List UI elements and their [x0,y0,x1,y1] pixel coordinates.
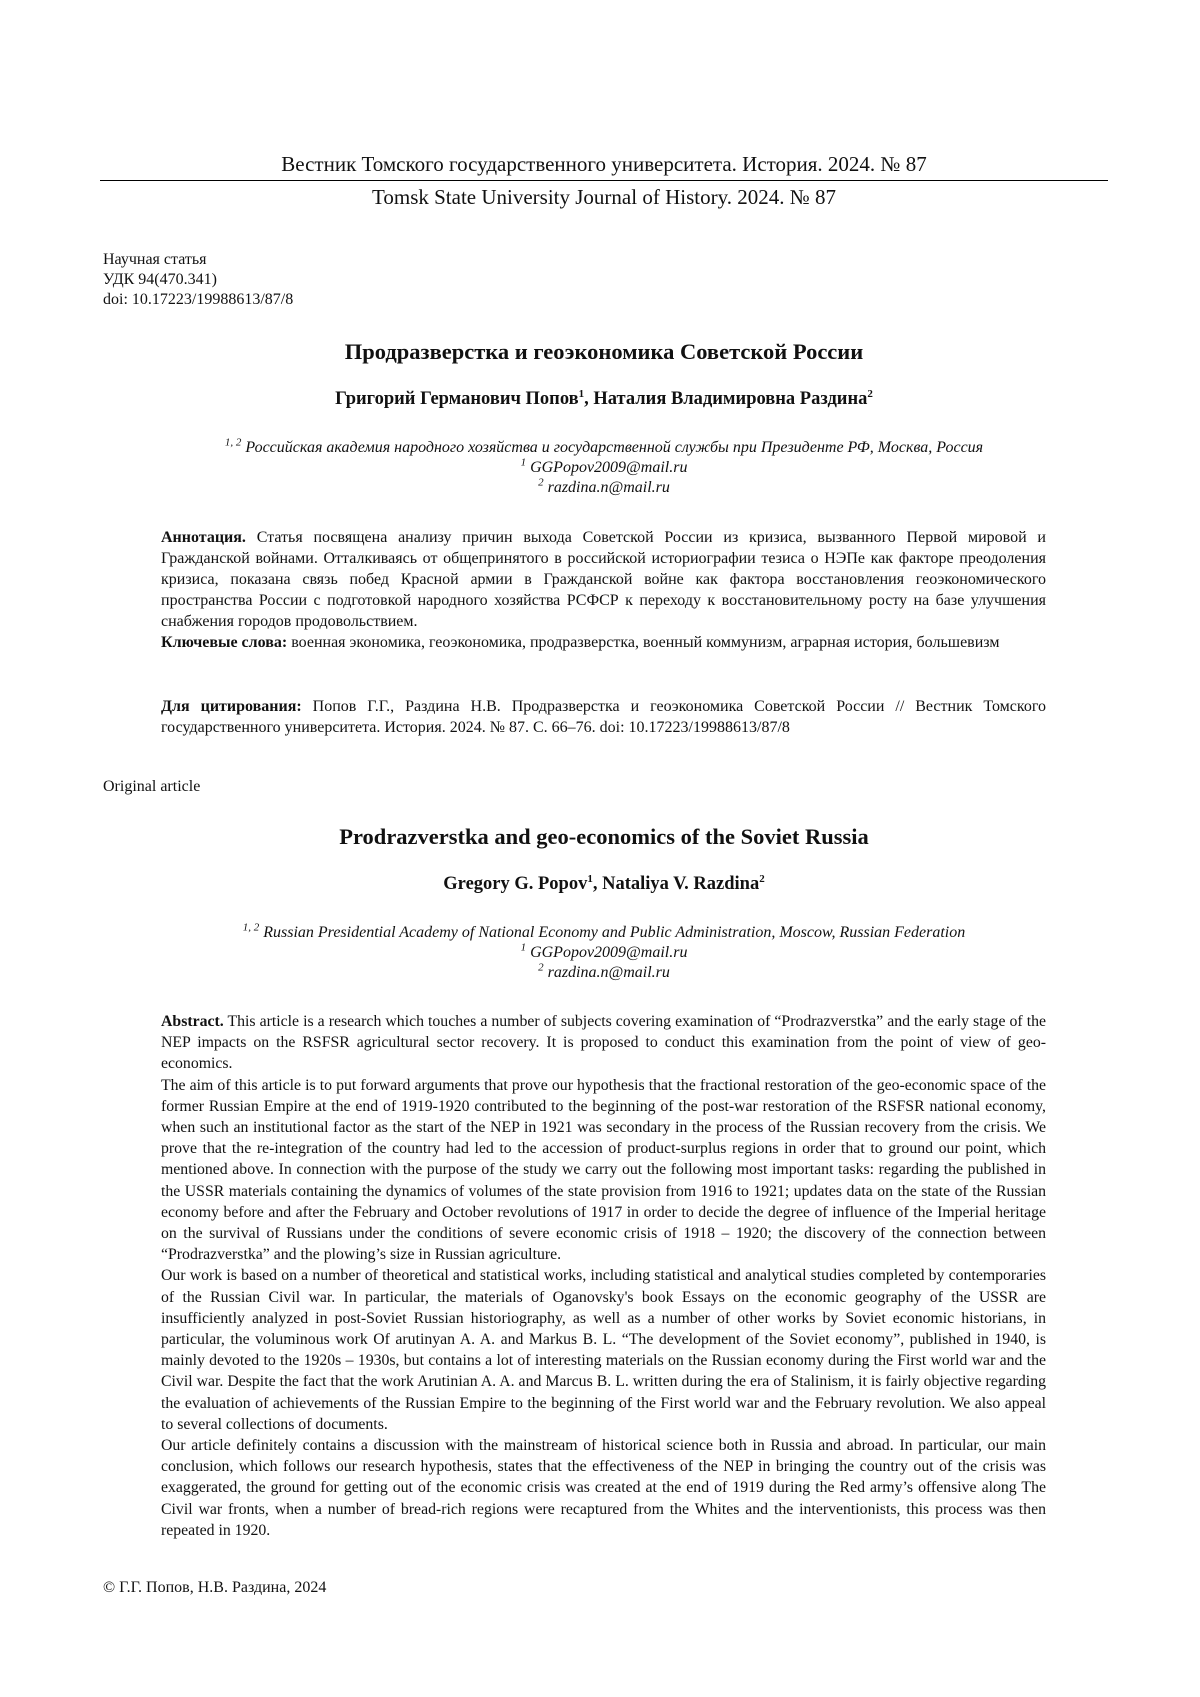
article-title-en: Prodrazverstka and geo-economics of the Soviet Russia [339,824,869,849]
affiliation-en [100,923,1108,983]
author-sup: 1 [587,872,593,885]
journal-title-en: Tomsk State University Journal of History. 2024. № 87 [372,185,836,209]
email-line [100,963,1108,983]
affiliation-line [100,438,1108,458]
affiliation-sup: 1, 2 [242,921,260,934]
citation-paragraph [161,696,1046,738]
doi[interactable]: doi: 10.17223/19988613/87/8 [103,291,294,308]
journal-header [100,150,1108,211]
journal-title-ru: Вестник Томского государственного университета. История. 2024. № 87 [281,152,927,176]
author-name: Наталия Владимировна Раздина [593,389,868,409]
annotation-ru [161,527,1046,653]
author-name: Nataliya V. Razdina [602,874,760,894]
keywords-label: Ключевые слова: [161,634,288,651]
email-sup: 2 [538,476,544,489]
article-type-en: Original article [103,778,201,795]
author-sup: 2 [867,387,873,400]
citation-text: Попов Г.Г., Раздина Н.В. Продразверстка и геоэкономика Советской России // Вестник Томского государственного университета. История. 2024. № 87. С. 66–76. doi: 10.17223/19988613/87/8 [161,698,1046,736]
annotation-label: Аннотация. [161,529,246,546]
copyright: © Г.Г. Попов, Н.В. Раздина, 2024 [103,1579,327,1596]
author-separator: , [584,389,594,409]
affiliation-sup: 1, 2 [224,436,242,449]
abstract-en [161,1011,1046,1541]
author-name: Григорий Германович Попов [335,389,579,409]
email-sup: 2 [538,961,544,974]
email-sup: 1 [520,456,527,469]
keywords-text: военная экономика, геоэкономика, продразверстка, военный коммунизм, аграрная история, большевизм [287,634,1000,651]
email-sup: 1 [520,941,527,954]
email-line [100,458,1108,478]
author-name: Gregory G. Popov [443,874,588,894]
email-link[interactable]: GGPopov2009@mail.ru [526,459,688,476]
abstract-paragraph [161,1011,1046,1075]
affiliation-ru [100,438,1108,498]
affiliation-line [100,923,1108,943]
authors-ru [100,387,1108,411]
citation-ru [161,696,1046,738]
udc-code: УДК 94(470.341) [103,271,217,288]
author-sup: 1 [578,387,585,400]
affiliation-text: Российская академия народного хозяйства и государственной службы при Президенте РФ, Москва, Россия [241,439,984,456]
article-title-ru: Продразверстка и геоэкономика Советской России [344,339,864,364]
citation-label: Для цитирования: [161,698,302,715]
author-sup: 2 [759,872,765,885]
email-link[interactable]: razdina.n@mail.ru [543,964,670,981]
abstract-label: Abstract. [161,1013,224,1030]
authors-en [100,872,1108,896]
article-meta [103,250,293,310]
keywords-paragraph [161,632,1046,653]
abstract-paragraph: Our article definitely contains a discussion with the mainstream of historical science both in Russia and abroad. In particular, our main conclusion, which follows our research hypothesis, states that the effectiveness of the NEP in bringing the country out of the crisis was exaggerated, the ground for getting out of the economic crisis was created at the end of 1919 during the Red army’s offensive along The Civil war fronts, when a number of bread-rich regions were recaptured from the Whites and the interventionists, this process was then repeated in 1920. [161,1437,1046,1539]
article-type-ru: Научная статья [103,251,207,268]
abstract-paragraph: The aim of this article is to put forward arguments that prove our hypothesis that the fractional restoration of the geo-economic space of the former Russian Empire at the end of 1919-1920 contributed to the beginning of the post-war restoration of the RSFSR national economy, when such an institutional factor as the start of the NEP in 1921 was secondary in the process of the Russian recovery from the crisis. We prove that the re-integration of the country had led to the accession of product-surplus regions in order that to ground our point, which mentioned above. In connection with the purpose of the study we carry out the following most important tasks: regarding the published in the USSR materials containing the dynamics of volumes of the state provision from 1916 to 1921; updates data on the state of the Russian economy before and after the February and October revolutions of 1917 in order to decide the degree of influence of the Imperial heritage on the survival of Russians under the conditions of severe economic crisis of 1918 – 1920; the discovery of the connection between “Prodrazverstka” and the plowing’s size in Russian agriculture. [161,1076,1046,1264]
email-line [100,478,1108,498]
email-line [100,943,1108,963]
abstract-paragraph: Our work is based on a number of theoretical and statistical works, including statistical and analytical studies completed by contemporaries of the Russian Civil war. In particular, the materials of Oganovsky's book Essays on the economic geography of the USSR are insufficiently analyzed in post-Soviet Russian historiography, as well as a number of other works by Soviet economic historians, in particular, the voluminous work Of arutinyan A. A. and Markus B. L. “The development of the Soviet economy”, published in 1940, is mainly devoted to the 1920s – 1930s, but contains a lot of interesting materials on the Russian economy during the First world war and the Civil war. Despite the fact that the work Arutinian A. A. and Marcus B. L. written during the era of Stalinism, it is fairly objective regarding the evaluation of achievements of the Russian Empire to the beginning of the First world war and the February revolution. We also appeal to several collections of documents. [161,1267,1046,1433]
abstract-text: This article is a research which touches a number of subjects covering examination of “Prodrazverstka” and the early stage of the NEP impacts on the RSFSR agricultural sector recovery. It is proposed to conduct this examination from the point of view of geo-economics. [161,1013,1046,1073]
annotation-paragraph [161,527,1046,632]
email-link[interactable]: GGPopov2009@mail.ru [526,944,688,961]
author-separator: , [592,874,603,894]
email-link[interactable]: razdina.n@mail.ru [543,479,670,496]
annotation-text: Статья посвящена анализу причин выхода Советской России из кризиса, вызванного Первой мировой и Гражданской войнами. Отталкиваясь от общепринятого в российской историографии тезиса о НЭПе как факторе преодоления кризиса, показана связь побед Красной армии в Гражданской войне как фактора восстановления геоэкономического пространства России с подготовкой народного хозяйства РСФСР к переходу к восстановительному росту на базе улучшения снабжения городов продовольствием. [161,529,1046,630]
affiliation-text: Russian Presidential Academy of National Economy and Public Administration, Moscow, Russian Federation [259,924,966,941]
